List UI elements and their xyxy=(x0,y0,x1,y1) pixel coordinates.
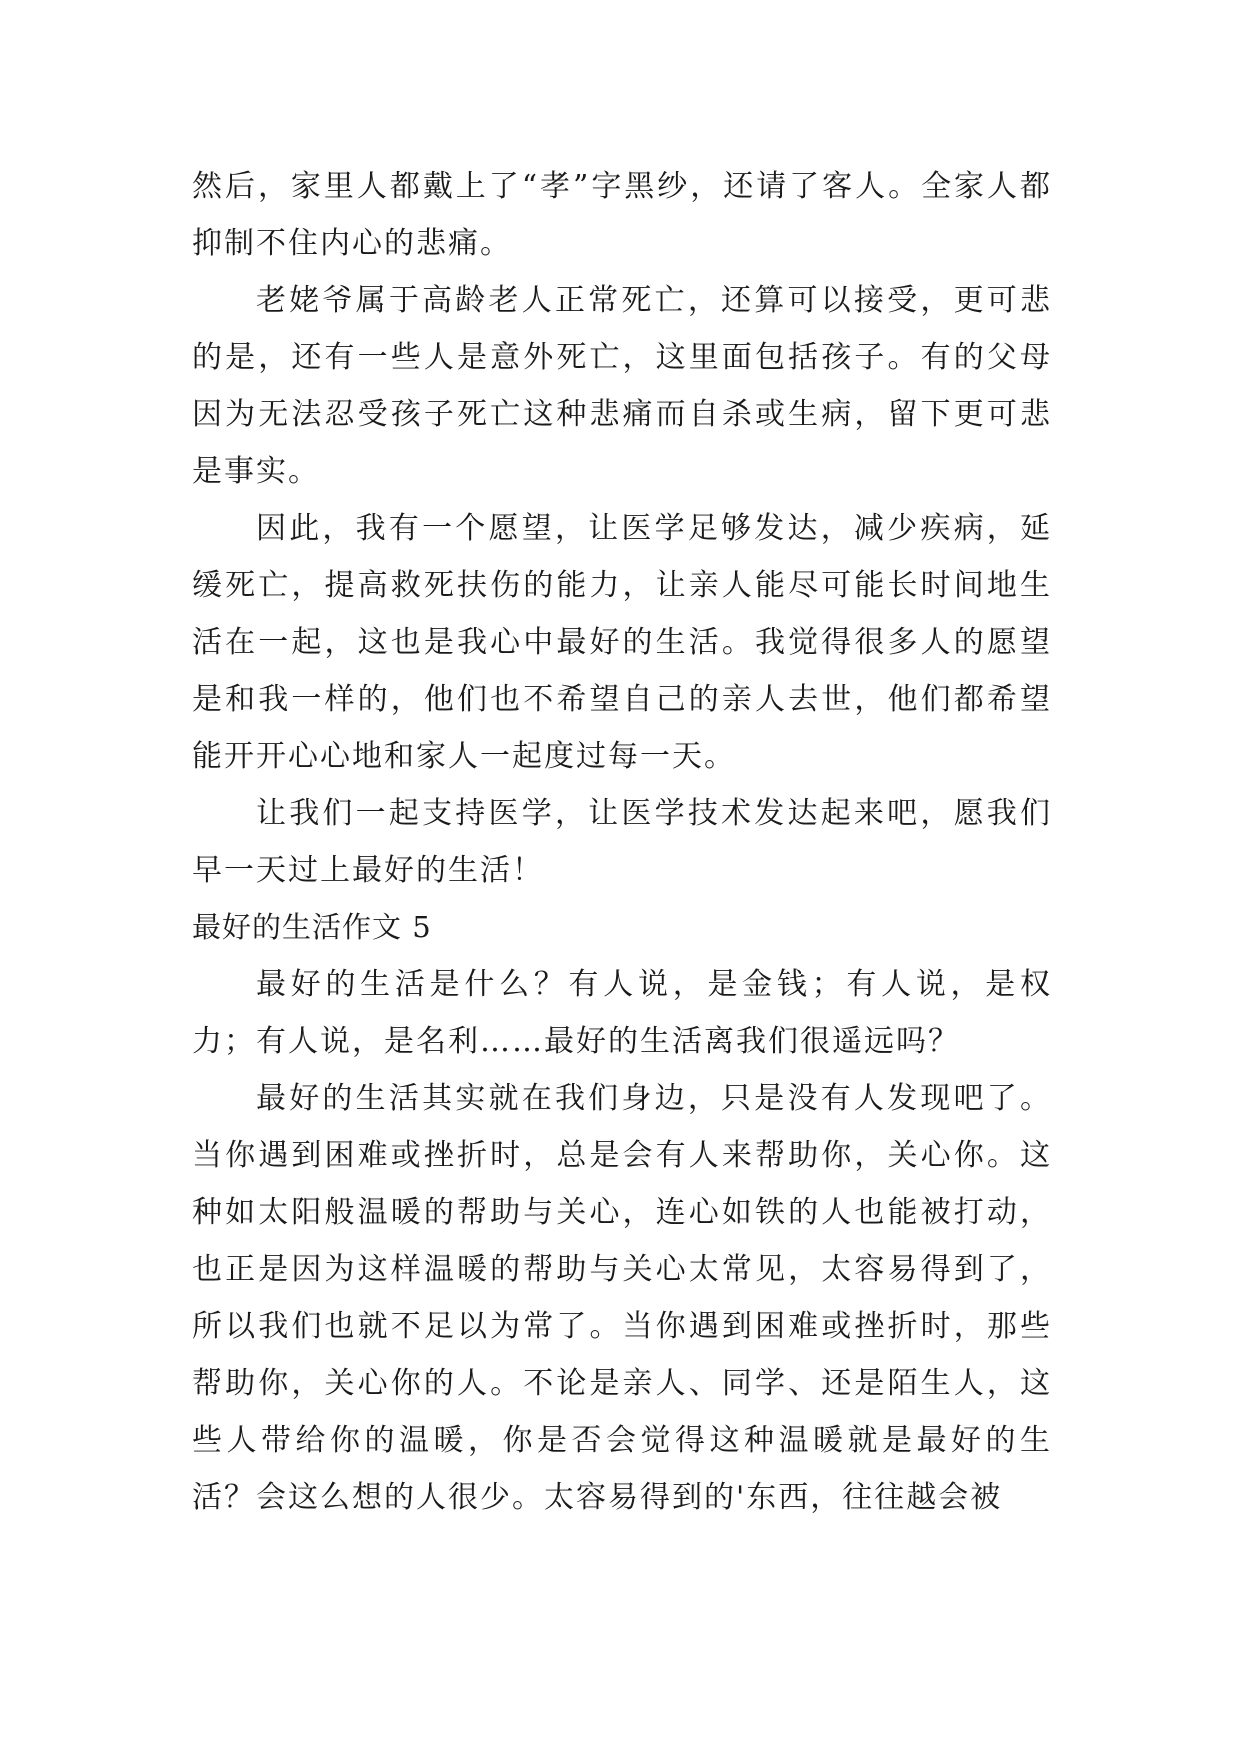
paragraph: 最好的生活是什么？有人说，是金钱；有人说，是权力；有人说，是名利……最好的生活离我们很遥远吗？ xyxy=(192,967,1052,1059)
paragraph: 让我们一起支持医学，让医学技术发达起来吧，愿我们早一天过上最好的生活！ xyxy=(192,796,1052,888)
section-heading: 最好的生活作文 5 xyxy=(192,910,432,944)
document-body xyxy=(192,158,1052,1526)
paragraph: 然后，家里人都戴上了“孝”字黑纱，还请了客人。全家人都抑制不住内心的悲痛。 xyxy=(192,169,1052,261)
paragraph: 老姥爷属于高龄老人正常死亡，还算可以接受，更可悲的是，还有一些人是意外死亡，这里面包括孩子。有的父母因为无法忍受孩子死亡这种悲痛而自杀或生病，留下更可悲是事实。 xyxy=(192,283,1052,489)
paragraph: 最好的生活其实就在我们身边，只是没有人发现吧了。当你遇到困难或挫折时，总是会有人来帮助你，关心你。这种如太阳般温暖的帮助与关心，连心如铁的人也能被打动，也正是因为这样温暖的帮助与关心太常见，太容易得到了，所以我们也就不足以为常了。当你遇到困难或挫折时，那些帮助你，关心你的人。不论是亲人、同学、还是陌生人，这些人带给你的温暖，你是否会觉得这种温暖就是最好的生活？会这么想的人很少。太容易得到的'东西，往往越会被 xyxy=(192,1081,1052,1515)
paragraph: 因此，我有一个愿望，让医学足够发达，减少疾病，延缓死亡，提高救死扶伤的能力，让亲人能尽可能长时间地生活在一起，这也是我心中最好的生活。我觉得很多人的愿望是和我一样的，他们也不希望自己的亲人去世，他们都希望能开开心心地和家人一起度过每一天。 xyxy=(192,511,1052,774)
